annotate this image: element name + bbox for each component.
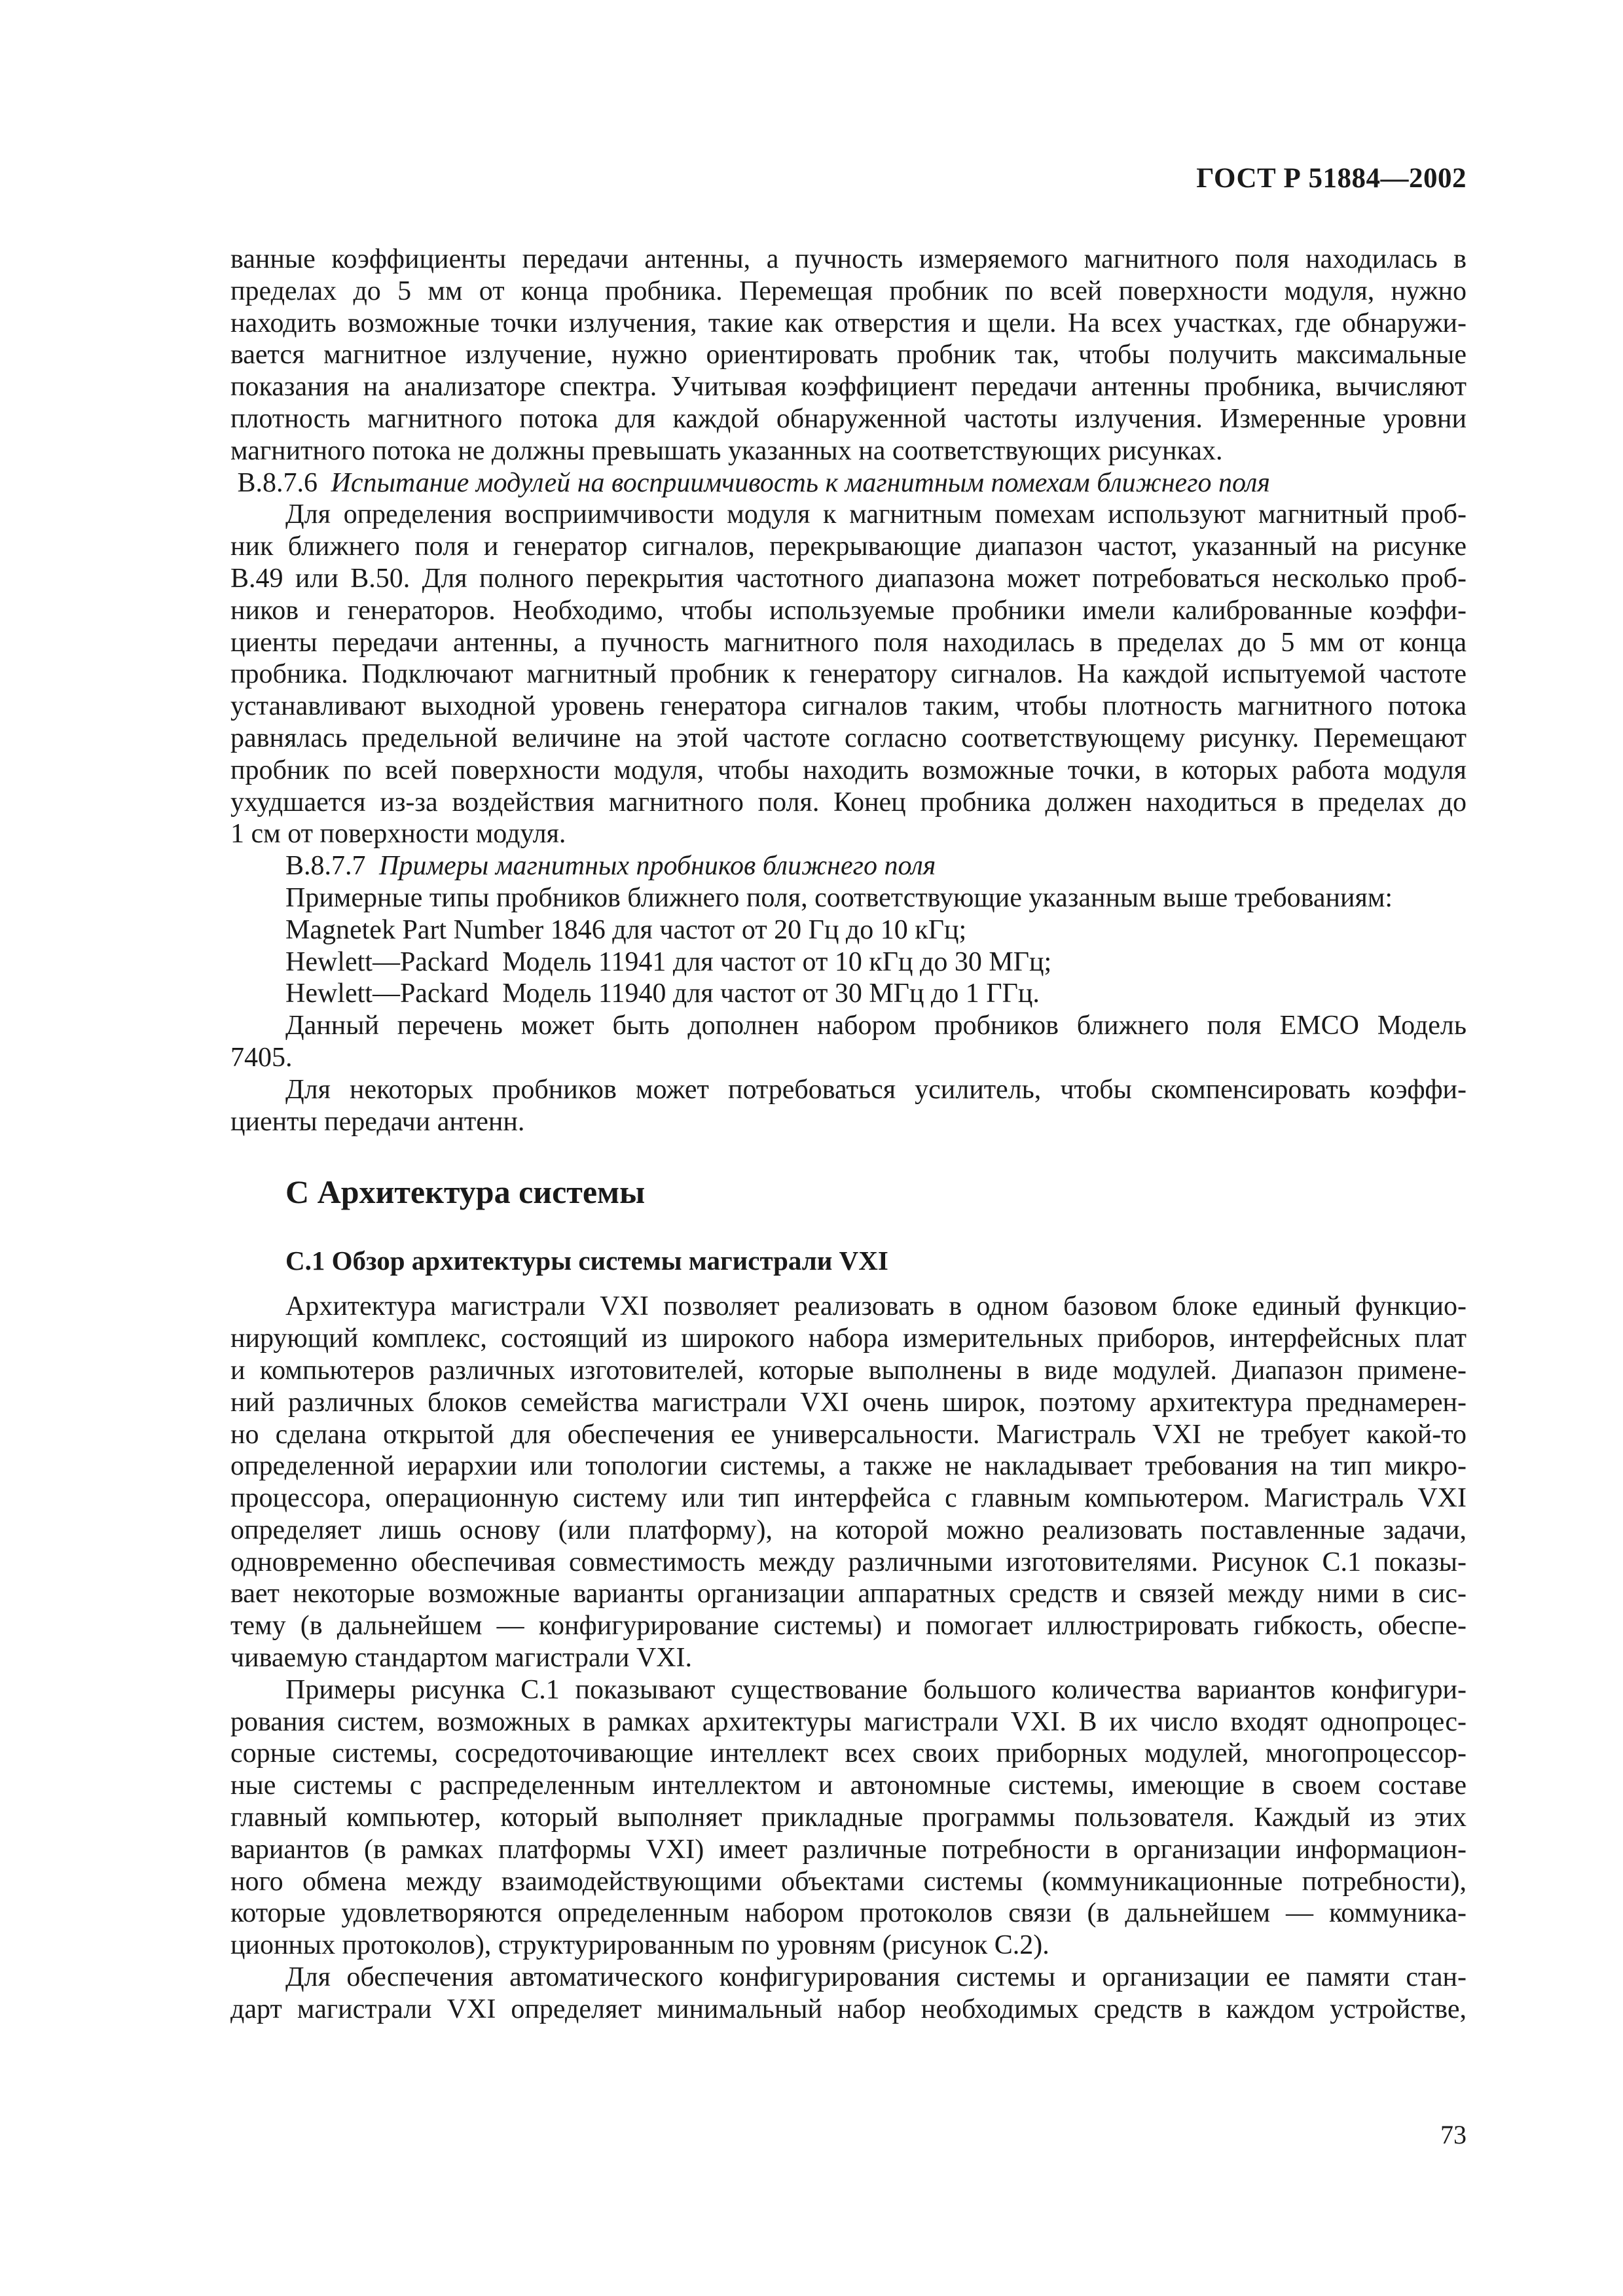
text-line: дарт магистрали VXI определяет минимальный набор необходимых средств в каждом устройстве, (230, 1994, 1467, 2024)
text-line: находить возможные точки излучения, такие как отверстия и щели. На всех участках, где обнаружи- (230, 308, 1467, 338)
body-text (230, 243, 1467, 2026)
text-line: одновременно обеспечивая совместимость между различными изготовителями. Рисунок С.1 показы- (230, 1547, 1467, 1577)
text-line: которые удовлетворяются определенным набором протоколов связи (в дальнейшем — коммуника- (230, 1898, 1467, 1929)
text-line: Примеры рисунка С.1 показывают существование большого количества вариантов конфигури- (285, 1674, 1467, 1705)
text-line: пределах до 5 мм от конца пробника. Перемещая пробник по всей поверхности модуля, нужно (230, 276, 1467, 306)
paragraph (230, 1962, 1467, 2026)
text-line: Для обеспечения автоматического конфигурирования системы и организации ее памяти стан- (285, 1962, 1467, 1993)
text-line: ухудшается из-за воздействия магнитного поля. Конец пробника должен находиться в пределах до (230, 787, 1467, 817)
subsection-number: В.8.7.7 (285, 851, 366, 882)
document-header: ГОСТ Р 51884—2002 (1196, 163, 1467, 194)
probe-item: Hewlett—Packard Модель 11941 для частот от 10 кГц до 30 МГц; (285, 946, 1052, 977)
text-line: чиваемую стандартом магистрали VXI. (230, 1643, 693, 1674)
text-line: вариантов (в рамках платформы VXI) имеет различные потребности в организации информацион- (230, 1834, 1467, 1865)
text-line: ванные коэффициенты передачи антенны, а пучность измеряемого магнитного поля находилась в (230, 244, 1467, 274)
text-line: 1 см от поверхности модуля. (230, 819, 566, 850)
subsection-title: С.1 Обзор архитектуры системы магистрали VXI (285, 1246, 888, 1276)
text-line: определяет лишь основу (или платформу), на которой можно реализовать поставленные задачи, (230, 1515, 1467, 1545)
text-line: В.49 или В.50. Для полного перекрытия частотного диапазона может потребоваться несколько проб- (230, 563, 1467, 594)
probe-item: Magnetek Part Number 1846 для частот от 20 Гц до 10 кГц; (285, 914, 967, 945)
text-line: Примерные типы пробников ближнего поля, соответствующие указанным выше требованиям: (285, 882, 1393, 913)
text-line: тему (в дальнейшем — конфигурирование системы) и помогает иллюстрировать гибкость, обеспе- (230, 1611, 1467, 1641)
text-line: и компьютеров различных изготовителей, которые выполнены в виде модулей. Диапазон примене- (230, 1355, 1467, 1386)
text-line: ний различных блоков семейства магистрали VXI очень широк, поэтому архитектура преднамерен- (230, 1387, 1467, 1418)
text-line: плотность магнитного потока для каждой обнаруженной частоты излучения. Измеренные уровни (230, 403, 1467, 434)
text-line: вается магнитное излучение, нужно ориентировать пробник так, чтобы получить максимальные (230, 340, 1467, 370)
paragraph (230, 1010, 1467, 1074)
probe-item: Hewlett—Packard Модель 11940 для частот от 30 МГц до 1 ГГц. (285, 978, 1040, 1009)
text-line: ционных протоколов), структурированным по уровням (рисунок С.2). (230, 1930, 1049, 1961)
text-line: ные системы с распределенным интеллектом и автономные системы, имеющие в своем составе (230, 1770, 1467, 1801)
text-line: циенты передачи антенн. (230, 1106, 525, 1137)
document-page (230, 0, 1467, 2296)
text-line: равнялась предельной величине на этой частоте согласно соответствующему рисунку. Перемещают (230, 723, 1467, 753)
text-line: определенной иерархии или топологии системы, а также не накладывает требования на тип микро- (230, 1451, 1467, 1482)
text-line: Для определения восприимчивости модуля к магнитным помехам используют магнитный проб- (285, 499, 1467, 530)
text-line: пробника. Подключают магнитный пробник к генератору сигналов. На каждой испытуемой частоте (230, 659, 1467, 690)
text-line: рования систем, возможных в рамках архитектуры магистрали VXI. В их число входят однопроцес- (230, 1706, 1467, 1737)
text-line: Для некоторых пробников может потребоваться усилитель, чтобы скомпенсировать коэффи- (285, 1074, 1467, 1105)
text-line: пробник по всей поверхности модуля, чтобы находить возможные точки, в которых работа модуля (230, 755, 1467, 785)
page-number: 73 (1440, 2120, 1467, 2149)
subsection-title: Примеры магнитных пробников ближнего поля (379, 851, 936, 882)
text-line: 7405. (230, 1042, 293, 1073)
text-line: ник ближнего поля и генератор сигналов, перекрывающие диапазон частот, указанный на рисунке (230, 531, 1467, 562)
text-line: но сделана открытой для обеспечения ее универсальности. Магистраль VXI не требует какой-то (230, 1419, 1467, 1450)
paragraph (230, 1674, 1467, 1962)
paragraph (230, 1291, 1467, 1674)
subsection-heading (230, 467, 1467, 499)
text-line: Архитектура магистрали VXI позволяет реализовать в одном базовом блоке единый функцио- (285, 1291, 1467, 1322)
paragraph (230, 243, 1467, 467)
text-line: вает некоторые возможные варианты организации аппаратных средств и связей между ними в сис- (230, 1579, 1467, 1609)
text-line: процессора, операционную систему или тип интерфейса с главным компьютером. Магистраль VXI (230, 1483, 1467, 1514)
subsection-heading (230, 850, 1467, 882)
text-line: ного обмена между взаимодействующими объектами системы (коммуникационные потребности), (230, 1866, 1467, 1897)
subsection-number: В.8.7.6 (237, 467, 318, 498)
paragraph (230, 1074, 1467, 1138)
text-line: главный компьютер, который выполняет прикладные программы пользователя. Каждый из этих (230, 1803, 1467, 1833)
section-title: С Архитектура системы (285, 1174, 646, 1211)
text-line: показания на анализаторе спектра. Учитывая коэффициент передачи антенны пробника, вычисляют (230, 372, 1467, 403)
text-line: сорные системы, сосредоточивающие интеллект всех своих приборных модулей, многопроцессор- (230, 1738, 1467, 1769)
subsection-title: Испытание модулей на восприимчивость к магнитным помехам ближнего поля (331, 467, 1270, 498)
text-line: нирующий комплекс, состоящий из широкого набора измерительных приборов, интерфейсных плат (230, 1323, 1467, 1354)
text-line: устанавливают выходной уровень генератора сигналов таким, чтобы плотность магнитного потока (230, 691, 1467, 722)
text-line: Данный перечень может быть дополнен набором пробников ближнего поля EMCO Модель (285, 1011, 1467, 1041)
text-line: циенты передачи антенны, а пучность магнитного поля находилась в пределах до 5 мм от конца (230, 627, 1467, 658)
text-line: магнитного потока не должны превышать указанных на соответствующих рисунках. (230, 435, 1223, 466)
text-line: ников и генераторов. Необходимо, чтобы используемые пробники имели калиброванные коэффи- (230, 595, 1467, 626)
paragraph (230, 499, 1467, 850)
